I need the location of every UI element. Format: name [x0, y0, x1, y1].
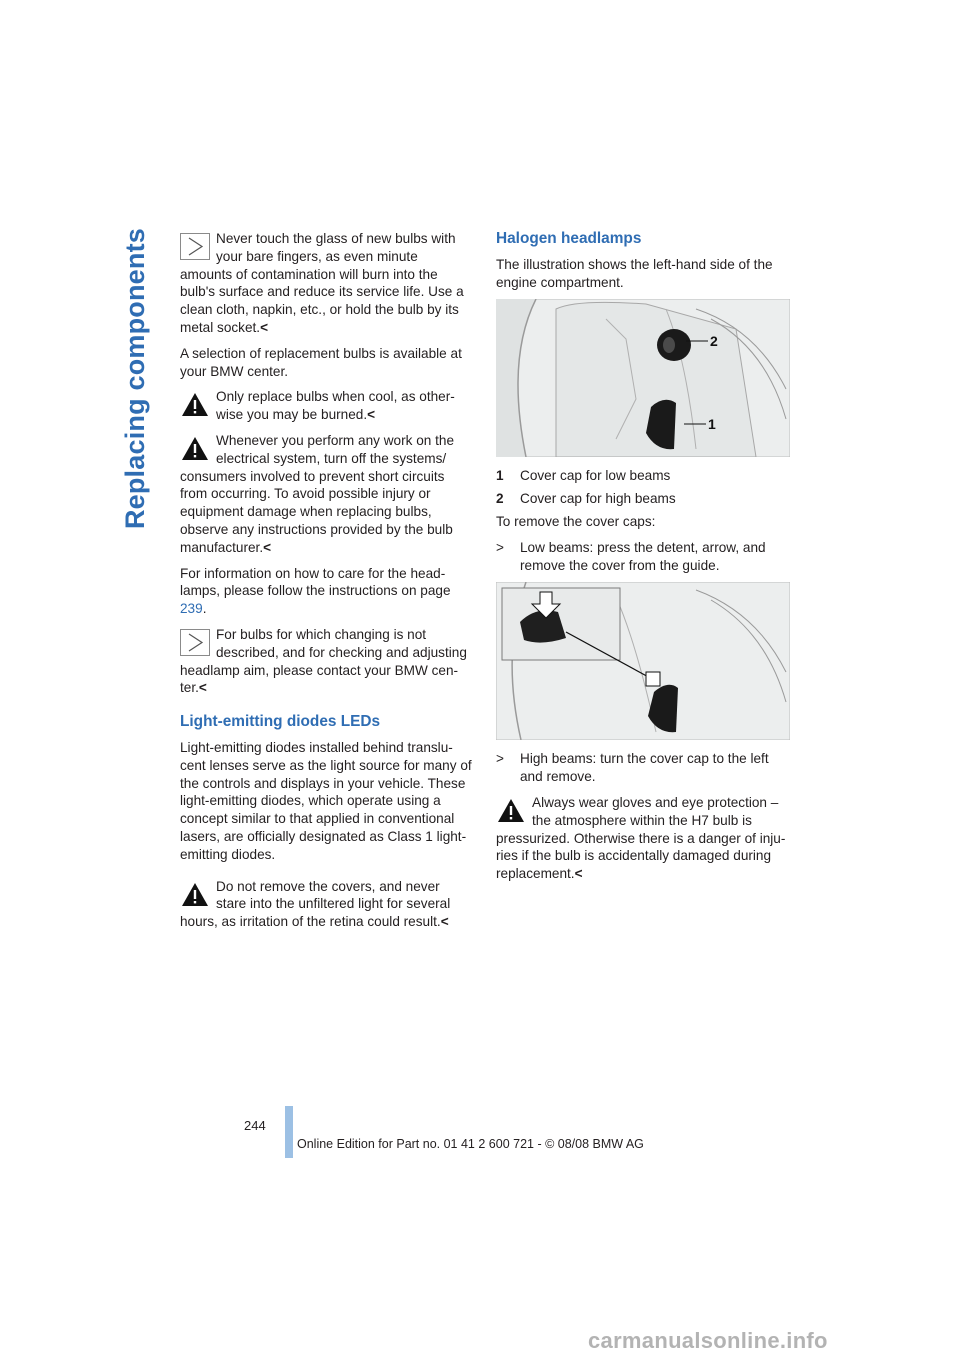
- note-first-line: For bulbs for which changing is not: [216, 626, 427, 642]
- bullet-low-beams: [496, 539, 790, 575]
- warning-led-covers: [180, 878, 472, 931]
- end-mark: <: [260, 319, 269, 335]
- note-text: described, and for checking and adjusting headlamp aim, please contact your BMW cen- ter.: [180, 644, 467, 696]
- warning-text: the atmosphere within the H7 bulb is pressurized. Otherwise there is a danger of inju- ries if the bulb is accidentally damaged during replacement.: [496, 812, 786, 882]
- page-link-239[interactable]: 239: [180, 601, 203, 617]
- bullet-mark: >: [496, 751, 504, 767]
- callout-1: 1: [708, 416, 716, 433]
- headlamp-care-text: For information on how to care for the head- lamps, please follow the instructions on page: [180, 565, 451, 599]
- engine-compartment-illustration: [496, 299, 790, 457]
- warning-gloves: [496, 794, 790, 883]
- bullet-mark: >: [496, 539, 504, 555]
- warning-text: stare into the unfiltered light for several hours, as irritation of the retina could result.: [180, 896, 451, 930]
- illustration-intro: The illustration shows the left-hand side of the engine compartment.: [496, 256, 773, 290]
- headlamp-care-period: .: [202, 601, 207, 617]
- bullet-high-beams: [496, 750, 790, 786]
- left-column: [180, 230, 472, 939]
- note-first-line: Never touch the glass of new bulbs with: [216, 231, 456, 246]
- note-triangle-icon: [180, 233, 210, 260]
- warning-triangle-icon: [496, 797, 526, 824]
- page-number: 244: [244, 1118, 266, 1133]
- heading-halogen: Halogen headlamps: [496, 230, 642, 247]
- section-title-text: Replacing components: [119, 228, 150, 530]
- warning-triangle-icon: [180, 881, 210, 908]
- legend-number: 2: [496, 491, 504, 507]
- note-text: your bare fingers, as even minute amounts of contamination will burn into the bulb's surface and reduce its service life. Use a clean cloth, napkin, etc., or hold the bulb by its metal socket.: [180, 248, 464, 335]
- legend-item: [496, 490, 790, 508]
- warning-triangle-icon: [180, 435, 210, 462]
- footer-edition: Online Edition for Part no. 01 41 2 600 721 - © 08/08 BMW AG: [297, 1137, 644, 1151]
- warning-triangle-icon: [180, 391, 210, 418]
- end-mark: <: [574, 866, 583, 882]
- remove-intro: To remove the cover caps:: [496, 513, 656, 529]
- legend-text: Cover cap for high beams: [520, 491, 676, 507]
- end-mark: <: [263, 539, 272, 555]
- end-mark: <: [367, 407, 376, 423]
- end-mark: <: [198, 680, 207, 696]
- legend-item: [496, 467, 790, 485]
- end-mark: <: [440, 914, 449, 930]
- right-column: [496, 230, 790, 891]
- warning-first-line: Do not remove the covers, and never: [216, 878, 440, 894]
- note-bare-fingers: [180, 230, 472, 337]
- watermark: carmanualsonline.info: [588, 1328, 828, 1353]
- bulb-selection-paragraph: A selection of replacement bulbs is available at your BMW center.: [180, 345, 462, 379]
- headlamp-care-paragraph: [180, 565, 472, 618]
- legend-text: Cover cap for low beams: [520, 468, 671, 484]
- warning-first-line: Whenever you perform any work on the: [216, 432, 455, 448]
- note-headlamp-aim: [180, 626, 472, 697]
- warning-text: electrical system, turn off the systems/ consumers involved to prevent short circuits from occurring. To avoid possible injury or equipment damage when replacing bulbs, observe any instructions provided by the bulb manufacturer.: [180, 450, 453, 555]
- low-beam-cover-illustration: [496, 582, 790, 740]
- led-paragraph: Light-emitting diodes installed behind translu- cent lenses serve as the light source for many of the controls and displays in your vehicle. These light-emitting diodes, which operate using a concept similar to that applied in conventional lasers, are officially designated as Class 1 light- emitting diodes.: [180, 739, 472, 862]
- note-triangle-icon: [180, 629, 210, 656]
- warning-first-line: Only replace bulbs when cool, as other-: [216, 389, 455, 405]
- bullet-text: Low beams: press the detent, arrow, and remove the cover from the guide.: [520, 539, 766, 573]
- warning-electrical-system: [180, 432, 472, 557]
- footer-accent-bar: [285, 1106, 293, 1158]
- heading-led: Light-emitting diodes LEDs: [180, 713, 381, 731]
- legend-number: 1: [496, 468, 504, 484]
- section-sidebar-title: [114, 228, 156, 768]
- warning-first-line: Always wear gloves and eye protection –: [532, 794, 779, 810]
- warning-cool-bulbs: [180, 388, 472, 424]
- callout-2: 2: [710, 333, 718, 350]
- warning-text: wise you may be burned.: [216, 407, 368, 423]
- bullet-text: High beams: turn the cover cap to the left and remove.: [520, 751, 769, 785]
